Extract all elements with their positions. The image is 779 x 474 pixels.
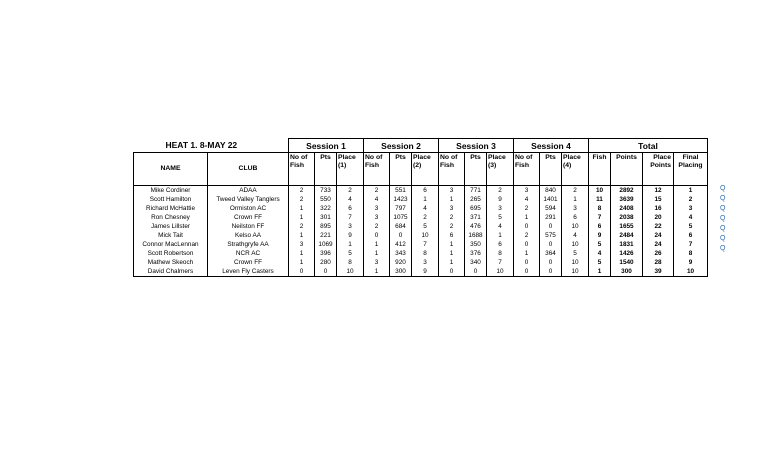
s1-pts-header: Pts xyxy=(315,153,337,186)
session-3-place-cell: 10 xyxy=(487,267,514,277)
total-fish-cell: 9 xyxy=(589,231,611,240)
session-2-place-cell: 4 xyxy=(412,204,439,213)
session-3-fish-cell: 1 xyxy=(439,195,465,204)
total-points-cell: 2892 xyxy=(611,186,643,196)
total-fish-header: Fish xyxy=(589,153,611,186)
name-header: NAME xyxy=(134,153,208,186)
final-placing-cell: 2 xyxy=(674,195,708,204)
session-1-pts-cell: 322 xyxy=(315,204,337,213)
club-cell: Tweed Valley Tanglers xyxy=(208,195,289,204)
session-4-pts-cell: 0 xyxy=(540,222,562,231)
qualified-marker: Q xyxy=(720,235,726,242)
session-3-pts-cell: 695 xyxy=(465,204,487,213)
session-2-pts-cell: 1423 xyxy=(390,195,412,204)
club-cell: Strathgryfe AA xyxy=(208,240,289,249)
angler-name-cell: David Chalmers xyxy=(134,267,208,277)
session-4-place-cell: 10 xyxy=(562,258,589,267)
session-1-place-cell: 7 xyxy=(337,213,364,222)
angler-name-cell: Scott Hamilton xyxy=(134,195,208,204)
session-3-place-cell: 5 xyxy=(487,213,514,222)
session-4-place-cell: 2 xyxy=(562,186,589,196)
table-row xyxy=(134,258,708,267)
qualified-marker: Q xyxy=(720,185,726,192)
session-1-pts-cell: 280 xyxy=(315,258,337,267)
table-row xyxy=(134,204,708,213)
session-1-fish-cell: 2 xyxy=(289,195,315,204)
angler-name-cell: Richard McHattie xyxy=(134,204,208,213)
angler-name-cell: Ron Chesney xyxy=(134,213,208,222)
session-1-fish-cell: 1 xyxy=(289,258,315,267)
session-3-place-cell: 7 xyxy=(487,258,514,267)
session-4-heading: Session 4 xyxy=(514,139,589,153)
session-2-fish-cell: 1 xyxy=(364,249,390,258)
total-fish-cell: 11 xyxy=(589,195,611,204)
table-row xyxy=(134,231,708,240)
session-2-fish-cell: 1 xyxy=(364,267,390,277)
session-1-place-cell: 9 xyxy=(337,231,364,240)
total-points-cell: 300 xyxy=(611,267,643,277)
angler-name-cell: Mick Tait xyxy=(134,231,208,240)
session-1-pts-cell: 0 xyxy=(315,267,337,277)
total-points-cell: 2408 xyxy=(611,204,643,213)
session-3-pts-cell: 771 xyxy=(465,186,487,196)
place-points-cell: 22 xyxy=(643,222,674,231)
session-4-pts-cell: 575 xyxy=(540,231,562,240)
session-2-pts-cell: 412 xyxy=(390,240,412,249)
session-4-place-cell: 6 xyxy=(562,213,589,222)
session-2-place-cell: 7 xyxy=(412,240,439,249)
session-1-place-cell: 5 xyxy=(337,249,364,258)
session-1-pts-cell: 396 xyxy=(315,249,337,258)
session-4-pts-cell: 0 xyxy=(540,240,562,249)
session-2-place-cell: 2 xyxy=(412,213,439,222)
session-2-pts-cell: 1075 xyxy=(390,213,412,222)
table-row xyxy=(134,213,708,222)
session-1-fish-cell: 1 xyxy=(289,231,315,240)
session-1-place-cell: 4 xyxy=(337,195,364,204)
total-heading: Total xyxy=(589,139,708,153)
table-row xyxy=(134,249,708,258)
session-3-place-cell: 2 xyxy=(487,186,514,196)
session-4-pts-cell: 840 xyxy=(540,186,562,196)
session-1-fish-cell: 3 xyxy=(289,240,315,249)
s3-fish-header: No of Fish xyxy=(439,153,465,186)
session-4-place-cell: 1 xyxy=(562,195,589,204)
session-1-place-cell: 1 xyxy=(337,240,364,249)
session-2-pts-cell: 920 xyxy=(390,258,412,267)
session-2-fish-cell: 4 xyxy=(364,195,390,204)
angler-name-cell: James Lillster xyxy=(134,222,208,231)
qualified-marker: Q xyxy=(720,225,726,232)
session-4-fish-cell: 2 xyxy=(514,231,540,240)
total-fish-cell: 5 xyxy=(589,258,611,267)
session-1-fish-cell: 1 xyxy=(289,204,315,213)
qualified-marker: Q xyxy=(720,245,726,252)
s2-fish-header: No of Fish xyxy=(364,153,390,186)
total-points-cell: 1426 xyxy=(611,249,643,258)
session-3-fish-cell: 6 xyxy=(439,231,465,240)
place-points-cell: 28 xyxy=(643,258,674,267)
club-cell: Crown FF xyxy=(208,258,289,267)
total-fish-cell: 6 xyxy=(589,222,611,231)
place-points-cell: 39 xyxy=(643,267,674,277)
session-3-heading: Session 3 xyxy=(439,139,514,153)
qualified-marker: Q xyxy=(720,205,726,212)
session-2-place-cell: 6 xyxy=(412,186,439,196)
place-points-header: Place Points xyxy=(643,153,674,186)
qualified-marker: Q xyxy=(720,195,726,202)
club-cell: ADAA xyxy=(208,186,289,196)
session-3-fish-cell: 1 xyxy=(439,258,465,267)
session-4-fish-cell: 1 xyxy=(514,249,540,258)
session-2-fish-cell: 3 xyxy=(364,213,390,222)
session-2-fish-cell: 1 xyxy=(364,240,390,249)
session-2-fish-cell: 3 xyxy=(364,258,390,267)
total-fish-cell: 4 xyxy=(589,249,611,258)
session-1-fish-cell: 1 xyxy=(289,249,315,258)
final-placing-cell: 8 xyxy=(674,249,708,258)
session-4-place-cell: 10 xyxy=(562,267,589,277)
session-3-place-cell: 6 xyxy=(487,240,514,249)
final-placing-cell: 3 xyxy=(674,204,708,213)
session-4-place-cell: 5 xyxy=(562,249,589,258)
s3-pts-header: Pts xyxy=(465,153,487,186)
session-2-pts-cell: 684 xyxy=(390,222,412,231)
session-2-pts-cell: 551 xyxy=(390,186,412,196)
table-row xyxy=(134,267,708,277)
session-3-pts-cell: 0 xyxy=(465,267,487,277)
session-3-fish-cell: 3 xyxy=(439,186,465,196)
session-3-place-cell: 9 xyxy=(487,195,514,204)
place-points-cell: 26 xyxy=(643,249,674,258)
session-1-place-cell: 2 xyxy=(337,186,364,196)
total-points-cell: 3639 xyxy=(611,195,643,204)
session-2-place-cell: 10 xyxy=(412,231,439,240)
total-fish-cell: 7 xyxy=(589,213,611,222)
session-2-fish-cell: 2 xyxy=(364,186,390,196)
session-3-fish-cell: 2 xyxy=(439,222,465,231)
session-4-fish-cell: 0 xyxy=(514,258,540,267)
session-1-heading: Session 1 xyxy=(289,139,364,153)
heat-title: HEAT 1. 8-MAY 22 xyxy=(165,140,238,151)
session-4-pts-cell: 0 xyxy=(540,258,562,267)
s1-place-header: Place (1) xyxy=(337,153,364,186)
session-2-place-cell: 8 xyxy=(412,249,439,258)
final-placing-cell: 6 xyxy=(674,231,708,240)
total-points-cell: 2038 xyxy=(611,213,643,222)
session-3-place-cell: 3 xyxy=(487,204,514,213)
s4-pts-header: Pts xyxy=(540,153,562,186)
total-points-cell: 1655 xyxy=(611,222,643,231)
s4-fish-header: No of Fish xyxy=(514,153,540,186)
angler-name-cell: Connor MacLennan xyxy=(134,240,208,249)
session-3-place-cell: 8 xyxy=(487,249,514,258)
session-4-place-cell: 3 xyxy=(562,204,589,213)
session-4-place-cell: 10 xyxy=(562,240,589,249)
session-4-pts-cell: 1401 xyxy=(540,195,562,204)
session-1-place-cell: 6 xyxy=(337,204,364,213)
final-placing-cell: 7 xyxy=(674,240,708,249)
session-4-pts-cell: 291 xyxy=(540,213,562,222)
final-placing-cell: 1 xyxy=(674,186,708,196)
session-1-place-cell: 10 xyxy=(337,267,364,277)
session-3-fish-cell: 1 xyxy=(439,249,465,258)
club-cell: Leven Fly Casters xyxy=(208,267,289,277)
session-2-pts-cell: 300 xyxy=(390,267,412,277)
session-2-pts-cell: 343 xyxy=(390,249,412,258)
session-4-fish-cell: 1 xyxy=(514,213,540,222)
club-cell: Kelso AA xyxy=(208,231,289,240)
session-2-pts-cell: 797 xyxy=(390,204,412,213)
club-cell: Neilston FF xyxy=(208,222,289,231)
session-2-fish-cell: 3 xyxy=(364,204,390,213)
angler-name-cell: Mathew Skeoch xyxy=(134,258,208,267)
place-points-cell: 12 xyxy=(643,186,674,196)
total-points-header: Points xyxy=(611,153,643,186)
place-points-cell: 20 xyxy=(643,213,674,222)
session-4-place-cell: 10 xyxy=(562,222,589,231)
session-4-pts-cell: 0 xyxy=(540,267,562,277)
session-1-fish-cell: 2 xyxy=(289,222,315,231)
session-1-fish-cell: 1 xyxy=(289,213,315,222)
session-2-heading: Session 2 xyxy=(364,139,439,153)
club-cell: NCR AC xyxy=(208,249,289,258)
session-3-place-cell: 1 xyxy=(487,231,514,240)
total-points-cell: 2484 xyxy=(611,231,643,240)
total-fish-cell: 10 xyxy=(589,186,611,196)
session-2-fish-cell: 2 xyxy=(364,222,390,231)
session-1-place-cell: 3 xyxy=(337,222,364,231)
session-3-pts-cell: 371 xyxy=(465,213,487,222)
session-4-pts-cell: 364 xyxy=(540,249,562,258)
table-row xyxy=(134,195,708,204)
session-1-pts-cell: 550 xyxy=(315,195,337,204)
session-4-fish-cell: 3 xyxy=(514,186,540,196)
angler-name-cell: Mike Cordiner xyxy=(134,186,208,196)
session-2-fish-cell: 0 xyxy=(364,231,390,240)
session-1-fish-cell: 0 xyxy=(289,267,315,277)
session-4-fish-cell: 0 xyxy=(514,267,540,277)
final-placing-header: Final Placing xyxy=(674,153,708,186)
session-3-place-cell: 4 xyxy=(487,222,514,231)
session-1-pts-cell: 221 xyxy=(315,231,337,240)
table-row xyxy=(134,186,708,196)
final-placing-cell: 9 xyxy=(674,258,708,267)
session-3-fish-cell: 2 xyxy=(439,213,465,222)
session-3-pts-cell: 476 xyxy=(465,222,487,231)
s3-place-header: Place (3) xyxy=(487,153,514,186)
place-points-cell: 16 xyxy=(643,204,674,213)
final-placing-cell: 5 xyxy=(674,222,708,231)
total-points-cell: 1831 xyxy=(611,240,643,249)
session-2-place-cell: 1 xyxy=(412,195,439,204)
results-table xyxy=(133,138,708,277)
total-points-cell: 1540 xyxy=(611,258,643,267)
session-4-pts-cell: 594 xyxy=(540,204,562,213)
session-3-pts-cell: 376 xyxy=(465,249,487,258)
total-fish-cell: 5 xyxy=(589,240,611,249)
session-1-pts-cell: 1069 xyxy=(315,240,337,249)
place-points-cell: 24 xyxy=(643,240,674,249)
final-placing-cell: 10 xyxy=(674,267,708,277)
session-3-fish-cell: 3 xyxy=(439,204,465,213)
session-3-fish-cell: 1 xyxy=(439,240,465,249)
table-row xyxy=(134,240,708,249)
session-3-pts-cell: 265 xyxy=(465,195,487,204)
session-2-place-cell: 3 xyxy=(412,258,439,267)
session-1-pts-cell: 895 xyxy=(315,222,337,231)
session-2-place-cell: 5 xyxy=(412,222,439,231)
place-points-cell: 24 xyxy=(643,231,674,240)
session-1-fish-cell: 2 xyxy=(289,186,315,196)
place-points-cell: 15 xyxy=(643,195,674,204)
club-header: CLUB xyxy=(208,153,289,186)
club-cell: Crown FF xyxy=(208,213,289,222)
qualified-marker: Q xyxy=(720,215,726,222)
session-3-fish-cell: 0 xyxy=(439,267,465,277)
s2-place-header: Place (2) xyxy=(412,153,439,186)
table-row xyxy=(134,222,708,231)
angler-name-cell: Scott Robertson xyxy=(134,249,208,258)
session-4-fish-cell: 0 xyxy=(514,222,540,231)
session-2-pts-cell: 0 xyxy=(390,231,412,240)
session-1-place-cell: 8 xyxy=(337,258,364,267)
session-3-pts-cell: 340 xyxy=(465,258,487,267)
total-fish-cell: 8 xyxy=(589,204,611,213)
session-2-place-cell: 9 xyxy=(412,267,439,277)
s2-pts-header: Pts xyxy=(390,153,412,186)
session-3-pts-cell: 350 xyxy=(465,240,487,249)
s1-fish-header: No of Fish xyxy=(289,153,315,186)
session-4-fish-cell: 0 xyxy=(514,240,540,249)
session-1-pts-cell: 301 xyxy=(315,213,337,222)
club-cell: Ormiston AC xyxy=(208,204,289,213)
final-placing-cell: 4 xyxy=(674,213,708,222)
total-fish-cell: 1 xyxy=(589,267,611,277)
session-3-pts-cell: 1688 xyxy=(465,231,487,240)
session-4-place-cell: 4 xyxy=(562,231,589,240)
session-4-fish-cell: 2 xyxy=(514,204,540,213)
s4-place-header: Place (4) xyxy=(562,153,589,186)
session-1-pts-cell: 733 xyxy=(315,186,337,196)
session-4-fish-cell: 4 xyxy=(514,195,540,204)
